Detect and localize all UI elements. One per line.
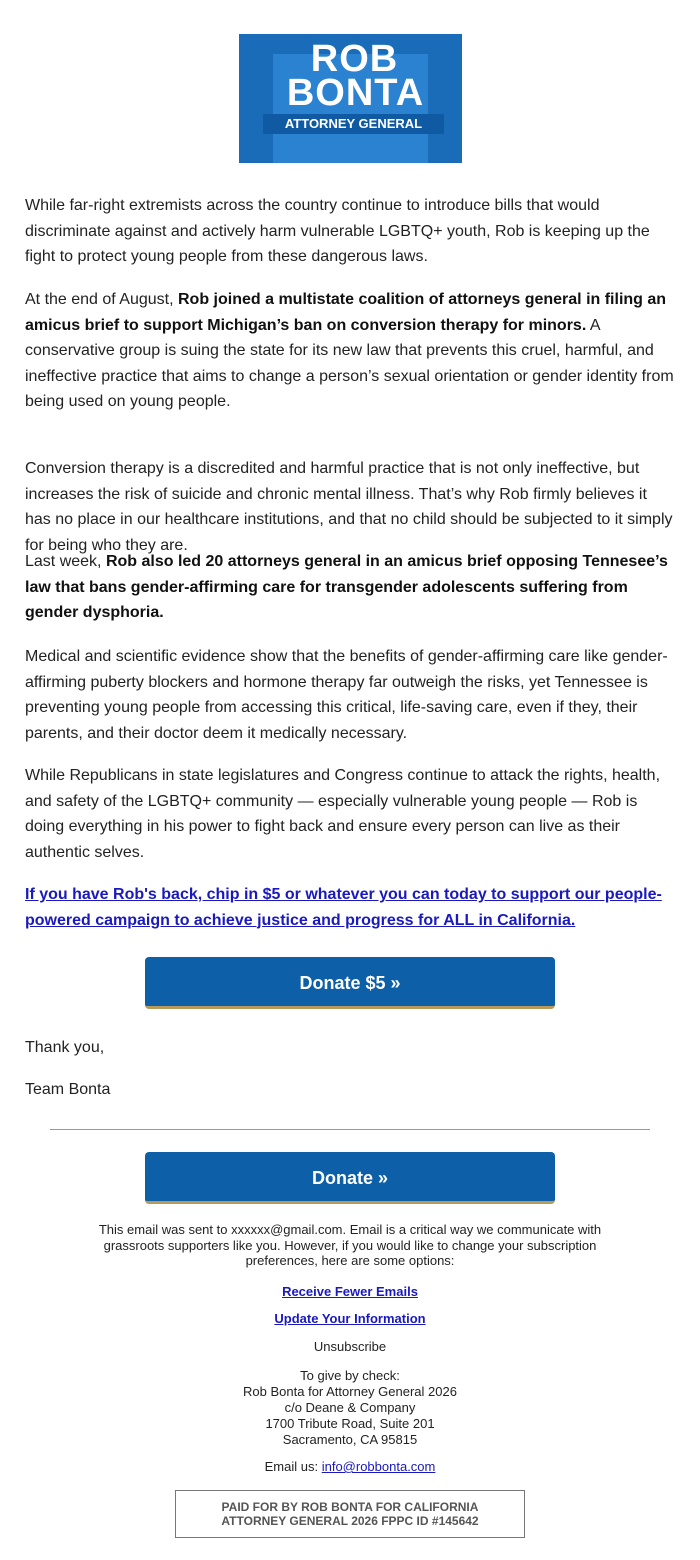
paragraph-4-lead: Last week, bbox=[25, 553, 106, 570]
footer-notice: This email was sent to xxxxxx@gmail.com. Email is a critical way we communicate with grassroots supporters like you. However, if you would like to change your subscription preferences, here are some options: bbox=[98, 1222, 602, 1268]
divider bbox=[50, 1129, 650, 1130]
check-line: 1700 Tribute Road, Suite 201 bbox=[265, 1416, 435, 1431]
paragraph-2-bold: Rob joined a multistate coalition of attorneys general in filing an amicus brief to support Michigan’s ban on conversion therapy for minors. bbox=[25, 291, 667, 334]
email-us-label: Email us: bbox=[264, 1459, 319, 1474]
paragraph-2-lead: At the end of August, bbox=[25, 291, 178, 308]
receive-fewer-emails-link[interactable]: Receive Fewer Emails bbox=[282, 1284, 418, 1299]
body-paragraph-1: While far-right extremists across the country continue to introduce bills that would discriminate against and actively harm vulnerable LGBTQ+ youth, Rob is keeping up the fight to protect young people from these dangerous laws. bbox=[25, 197, 650, 265]
email-us-line bbox=[0, 1459, 700, 1474]
signoff-thanks: Thank you, bbox=[25, 1039, 105, 1056]
body-paragraph-3: Conversion therapy is a discredited and harmful practice that is not only ineffective, but increases the risk of suicide and chronic mental illness. That’s why Rob firmly believes it has no place in our healthcare institutions, and that no child should be subjected to it simply for being who they are. bbox=[25, 460, 673, 554]
paragraph-2-rest: A conservative group is suing the state for its new law that prevents this cruel, harmful, and ineffective practice that aims to change a person’s sexual orientation or gender identity from being used on young people. bbox=[25, 316, 674, 410]
logo-name-first: ROB bbox=[310, 38, 399, 80]
logo-name-last: BONTA bbox=[286, 72, 425, 114]
body-paragraph-6: While Republicans in state legislatures and Congress continue to attack the rights, health, and safety of the LGBTQ+ community — especially vulnerable young people — Rob is doing everything in his power to fight back and ensure every person can live as their authentic selves. bbox=[25, 767, 661, 861]
donate-button[interactable]: Donate » bbox=[145, 1152, 555, 1204]
unsubscribe-link[interactable]: Unsubscribe bbox=[313, 1339, 387, 1354]
body-paragraph-4 bbox=[25, 549, 677, 626]
check-line: c/o Deane & Company bbox=[284, 1400, 416, 1415]
email-address-link[interactable]: info@robbonta.com bbox=[321, 1459, 436, 1474]
check-address-block bbox=[0, 1368, 700, 1448]
paid-for-line-2: ATTORNEY GENERAL 2026 FPPC ID #145642 bbox=[221, 1514, 479, 1528]
logo-subtitle: ATTORNEY GENERAL bbox=[263, 114, 444, 134]
body-paragraph-5: Medical and scientific evidence show that the benefits of gender-affirming care like gender-affirming puberty blockers and hormone therapy far outweigh the risks, yet Tennessee is preventing young people from accessing this critical, life-saving care, even if they, their parents, and their doctor deem it medically necessary. bbox=[25, 648, 668, 742]
campaign-logo bbox=[239, 34, 462, 163]
donation-cta-link[interactable]: If you have Rob's back, chip in $5 or whatever you can today to support our people-powered campaign to achieve justice and progress for ALL in California. bbox=[25, 886, 662, 929]
paragraph-4-bold: Rob also led 20 attorneys general in an amicus brief opposing Tennesee’s law that bans gender-affirming care for transgender adolescents suffering from gender dysphoria. bbox=[25, 553, 668, 621]
paid-for-line-1: PAID FOR BY ROB BONTA FOR CALIFORNIA bbox=[221, 1500, 479, 1514]
paid-for-disclaimer bbox=[175, 1490, 525, 1538]
check-line: Rob Bonta for Attorney General 2026 bbox=[243, 1384, 457, 1399]
check-line: Sacramento, CA 95815 bbox=[282, 1432, 418, 1447]
signoff-team: Team Bonta bbox=[25, 1081, 111, 1098]
update-information-link[interactable]: Update Your Information bbox=[274, 1311, 426, 1326]
donate-5-button[interactable]: Donate $5 » bbox=[145, 957, 555, 1009]
check-line: To give by check: bbox=[300, 1368, 400, 1383]
body-paragraph-2 bbox=[25, 287, 677, 415]
